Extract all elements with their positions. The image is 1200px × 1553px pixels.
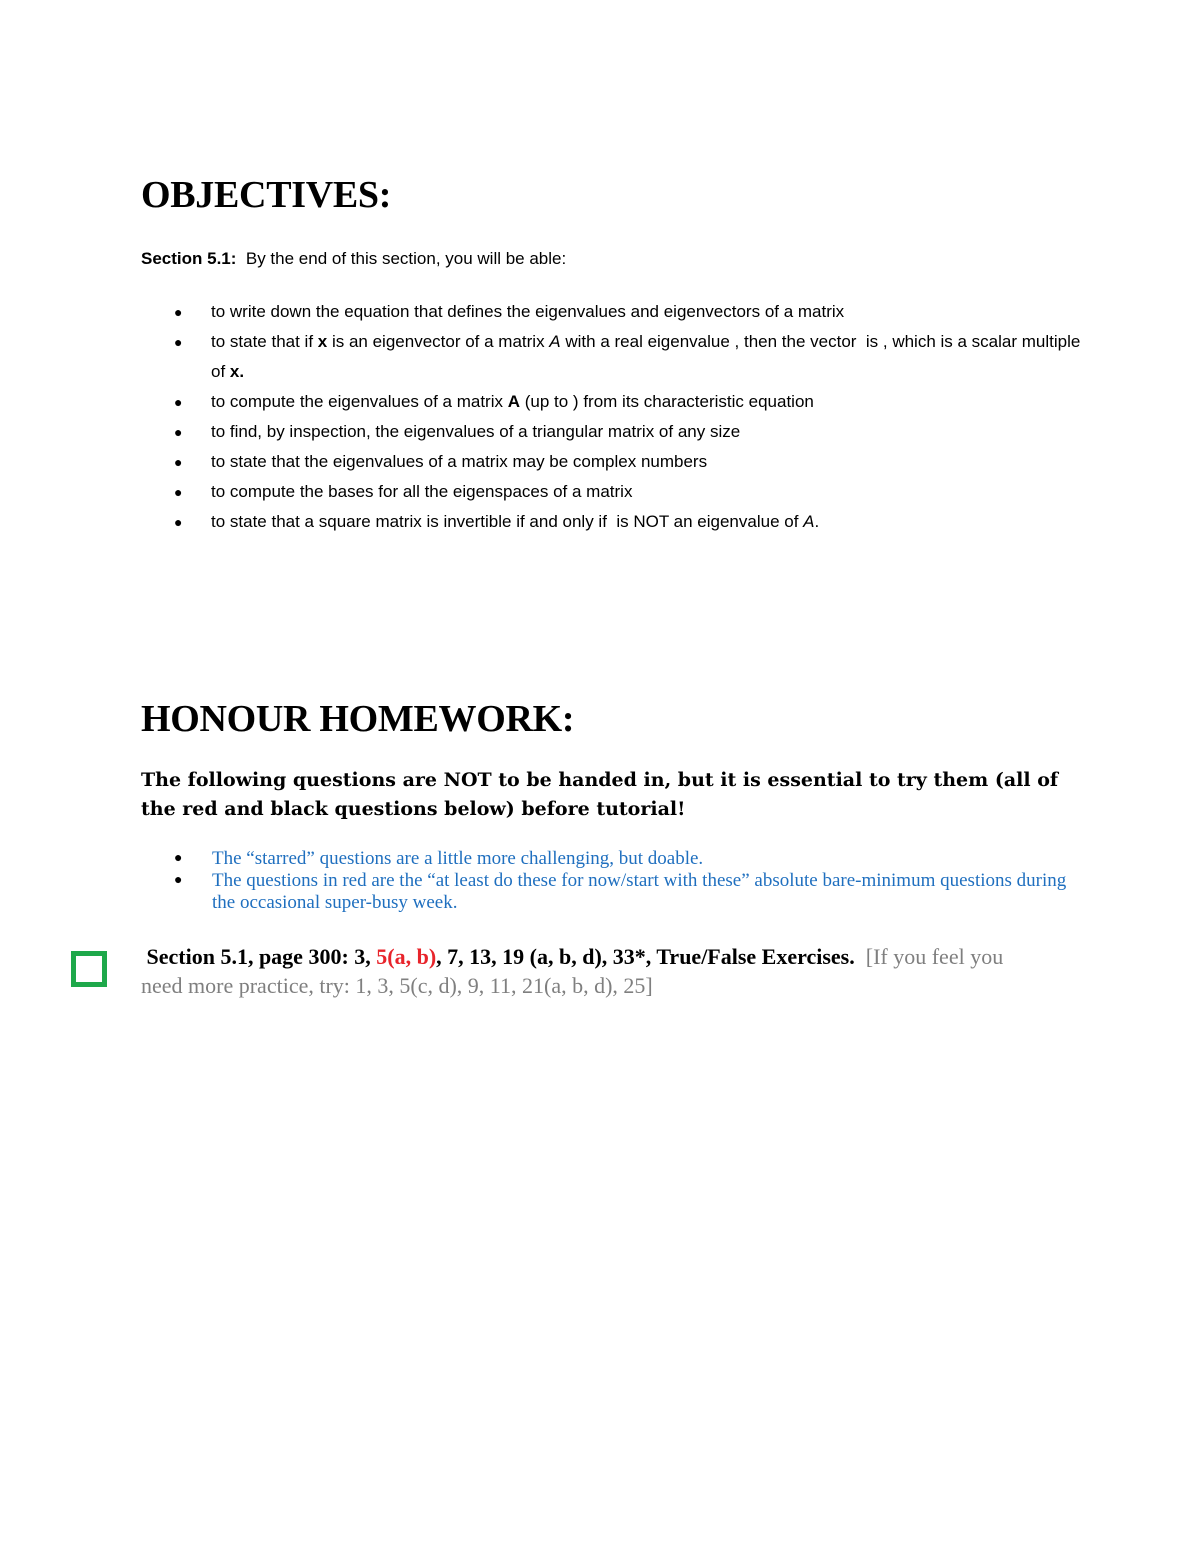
objectives-list: [141, 297, 1086, 537]
list-item: [141, 848, 1071, 870]
bullet-icon: ●: [174, 873, 183, 888]
bullet-icon: ●: [174, 851, 183, 866]
objective-text: to state that a square matrix is invertible if and only if is NOT an eigenvalue of: [211, 512, 804, 531]
list-item: [141, 297, 1081, 327]
bullet-icon: ●: [174, 304, 183, 320]
objective-text: to compute the eigenvalues of a matrix: [211, 392, 508, 411]
note-text: The questions in red are the “at least do these for now/start with these” absolute bare-minimum questions during the occasional super-busy week.: [212, 870, 1067, 913]
objective-italic: A: [549, 332, 561, 351]
assignment-rest: , 7, 13, 19 (a, b, d), 33*, True/False Exercises.: [436, 944, 855, 969]
assignment-lead: Section 5.1, page 300: 3,: [141, 944, 377, 969]
homework-notes-list: [141, 848, 1071, 914]
assignment-line: [141, 942, 1041, 1000]
list-item: [141, 477, 1081, 507]
bullet-icon: ●: [174, 514, 183, 530]
objective-text: is an eigenvector of a matrix: [327, 332, 550, 351]
objective-text: to find, by inspection, the eigenvalues of a triangular matrix of any size: [211, 422, 741, 441]
section-intro: [141, 248, 566, 270]
honour-homework-heading: HONOUR HOMEWORK:: [141, 698, 575, 740]
list-item: [141, 507, 1081, 537]
note-text: The “starred” questions are a little more challenging, but doable.: [212, 848, 704, 869]
bullet-icon: ●: [174, 424, 183, 440]
bullet-icon: ●: [174, 394, 183, 410]
completion-checkbox[interactable]: [71, 951, 107, 987]
objective-text: (up to ) from its characteristic equation: [520, 392, 814, 411]
objective-text: to write down the equation that defines the eigenvalues and eigenvectors of a matrix: [211, 302, 845, 321]
section-intro-text: By the end of this section, you will be able:: [236, 249, 567, 268]
bullet-icon: ●: [174, 484, 183, 500]
objectives-heading: OBJECTIVES:: [141, 174, 392, 216]
bullet-icon: ●: [174, 454, 183, 470]
homework-intro: The following questions are NOT to be handed in, but it is essential to try them (all of the red and black questions below) before tutorial!: [141, 769, 1059, 820]
objective-italic: A: [803, 512, 815, 531]
assignment-extra-practice: [If you feel you need more practice, try: 1, 3, 5(c, d), 9, 11, 21(a, b, d), 25]: [141, 944, 1009, 998]
list-item: [141, 327, 1086, 387]
bullet-icon: ●: [174, 334, 183, 350]
section-label: Section 5.1:: [141, 249, 237, 268]
objective-text: with a real eigenvalue , then the vector is , which is a scalar multiple of: [211, 332, 1086, 381]
objective-text: .: [814, 512, 820, 531]
list-item: [141, 387, 1081, 417]
list-item: [141, 447, 1081, 477]
objective-bold: A: [507, 392, 521, 411]
list-item: [141, 417, 1081, 447]
list-item: [141, 870, 1071, 914]
assignment-red-questions: 5(a, b): [376, 944, 437, 969]
objective-bold: x: [317, 332, 328, 351]
objective-bold: x.: [229, 362, 245, 381]
objective-text: to state that the eigenvalues of a matrix may be complex numbers: [211, 452, 708, 471]
objective-text: to compute the bases for all the eigenspaces of a matrix: [211, 482, 633, 501]
objective-text: to state that if: [211, 332, 318, 351]
